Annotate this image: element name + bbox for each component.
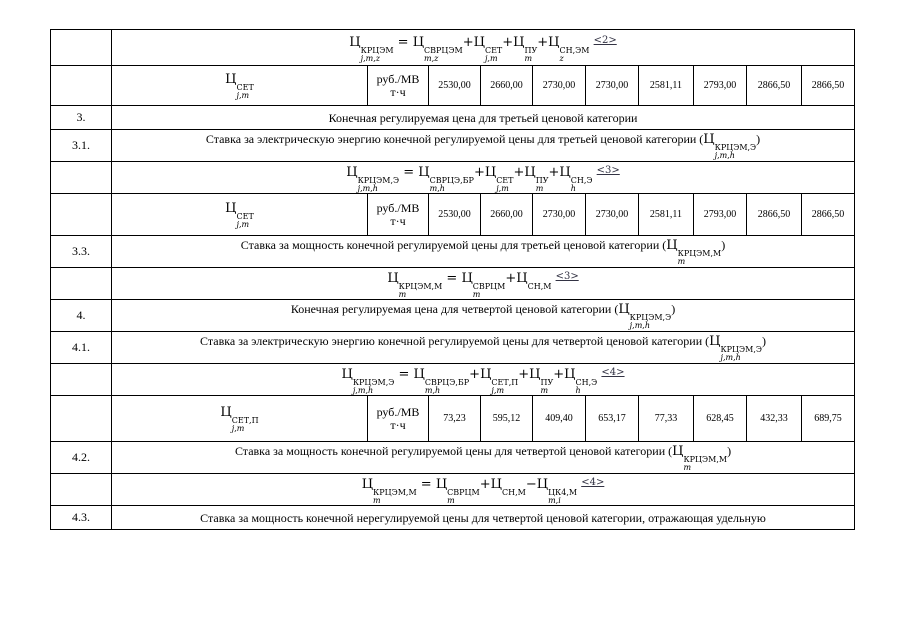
- data-symbol-cell: [112, 396, 368, 442]
- section-heading-text: Ставка за мощность конечной регулируемой цены для четвертой ценовой категории (: [234, 443, 673, 458]
- symbol-indices: [430, 177, 474, 193]
- table-row: [51, 474, 855, 506]
- symbol-subscript: m: [540, 385, 549, 395]
- section-heading-cell: [112, 236, 855, 268]
- symbol-superscript: СЕТ: [496, 175, 514, 185]
- symbol-superscript: КРЦЭМ,М: [677, 248, 722, 258]
- symbol-indices: [425, 379, 469, 395]
- row-number-cell: [51, 30, 112, 66]
- formula-term-symbol: [559, 164, 593, 193]
- formula-term-symbol: [564, 366, 598, 395]
- symbol-subscript: j,m,z: [360, 53, 381, 63]
- symbol-letter: Ц: [341, 366, 353, 382]
- symbol-superscript: СН,ЭМ: [559, 45, 590, 55]
- unit-text-line1: руб./МВ: [376, 71, 420, 86]
- formula-term-symbol: [536, 476, 578, 505]
- equals-sign: =: [442, 270, 462, 286]
- price-value-cell: 2581,11: [639, 194, 694, 236]
- symbol-letter: Ц: [703, 131, 715, 147]
- symbol-indices: [353, 379, 395, 395]
- section-heading-cell: [112, 442, 855, 474]
- symbol-subscript: j,m: [484, 53, 498, 63]
- symbol-indices: [528, 283, 552, 291]
- table-row: [51, 194, 855, 236]
- price-value-cell: 2866,50: [802, 66, 855, 106]
- section-heading-cell: [112, 506, 855, 530]
- symbol-letter: Ц: [709, 333, 721, 349]
- row-number-cell: [51, 396, 112, 442]
- unit-cell: [368, 194, 429, 236]
- section-heading-text: Конечная регулируемая цена для четвертой ценовой категории (: [290, 301, 619, 316]
- equals-sign: =: [394, 366, 414, 382]
- symbol-subscript: m: [447, 495, 455, 505]
- unit-cell: [368, 396, 429, 442]
- price-value-cell: 653,17: [586, 396, 639, 442]
- symbol-letter: Ц: [346, 164, 358, 180]
- section-heading-text: Ставка за мощность конечной нерегулируемой цены для четвертой ценовой категории, отражающая удельную: [200, 510, 766, 525]
- data-row-symbol: [225, 71, 254, 100]
- symbol-subscript: h: [570, 183, 576, 193]
- symbol-superscript: КРЦЭМ,М: [683, 454, 728, 464]
- symbol-letter: Ц: [513, 34, 525, 50]
- table-row: [51, 66, 855, 106]
- row-number-cell: [51, 162, 112, 194]
- table-row: [51, 106, 855, 130]
- symbol-indices: [473, 283, 506, 299]
- formula-lhs-symbol: [387, 270, 443, 299]
- section-heading-text: Конечная регулируемая цена для третьей ценовой категории: [328, 110, 638, 125]
- symbol-subscript: j,m: [231, 423, 245, 433]
- symbol-superscript: СН,М: [501, 487, 526, 497]
- symbol-indices: [373, 489, 417, 505]
- symbol-indices: [491, 379, 518, 395]
- symbol-letter: Ц: [618, 301, 630, 317]
- row-number-cell: 4.: [51, 300, 112, 332]
- section-heading-text: Ставка за электрическую энергию конечной регулируемой цены для третьей ценовой категории (: [205, 131, 704, 146]
- formula-term-symbol: [524, 164, 549, 193]
- symbol-indices: [576, 379, 598, 395]
- symbol-superscript: КРЦЭМ,Э: [714, 142, 757, 152]
- symbol-letter: Ц: [672, 443, 684, 459]
- symbol-subscript: m,h: [429, 183, 445, 193]
- heading-symbol: [666, 237, 722, 266]
- symbol-indices: [571, 177, 593, 193]
- formula-operator: +: [537, 34, 549, 50]
- symbol-subscript: j,m,h: [629, 320, 650, 330]
- section-heading-text-end: ): [727, 443, 732, 458]
- symbol-letter: Ц: [484, 164, 497, 180]
- heading-symbol: [709, 333, 763, 362]
- table-row: [51, 506, 855, 530]
- data-symbol-cell: [112, 194, 368, 236]
- section-heading-text-end: ): [756, 131, 761, 146]
- section-heading-text-end: ): [721, 237, 726, 252]
- symbol-indices: [485, 47, 502, 63]
- symbol-superscript: СЕТ: [236, 211, 254, 221]
- symbol-subscript: m: [524, 53, 533, 63]
- price-value-cell: 2581,11: [639, 66, 694, 106]
- symbol-indices: [232, 417, 259, 433]
- unit-cell: [368, 66, 429, 106]
- symbol-indices: [399, 283, 443, 299]
- formula-lhs-symbol: [349, 34, 394, 63]
- symbol-subscript: h: [575, 385, 581, 395]
- symbol-subscript: m: [677, 256, 686, 266]
- formula-term-symbol: [548, 34, 590, 63]
- formula-operator: +: [473, 164, 485, 180]
- symbol-letter: Ц: [413, 366, 425, 382]
- symbol-subscript: j,m,h: [357, 183, 378, 193]
- symbol-letter: Ц: [387, 270, 399, 286]
- symbol-subscript: j,m: [496, 183, 509, 193]
- symbol-subscript: j,m,h: [714, 150, 735, 160]
- row-number-cell: [51, 364, 112, 396]
- table-row: [51, 268, 855, 300]
- heading-symbol: [703, 131, 757, 160]
- formula-cell: [112, 268, 855, 300]
- symbol-letter: Ц: [349, 34, 361, 50]
- data-symbol-cell: [112, 66, 368, 106]
- symbol-letter: Ц: [548, 34, 560, 50]
- formula-term-symbol: [412, 34, 463, 63]
- symbol-subscript: m,h: [424, 385, 441, 395]
- formula-term-symbol: [413, 366, 470, 395]
- formula-term-symbol: [490, 476, 526, 497]
- price-value-cell: 689,75: [802, 396, 855, 442]
- row-number-cell: 4.3.: [51, 506, 112, 530]
- table-row: [51, 300, 855, 332]
- footnote-reference-link[interactable]: <2>: [593, 34, 617, 46]
- symbol-superscript: СЕТ: [236, 82, 254, 92]
- row-number-cell: [51, 474, 112, 506]
- symbol-indices: [361, 47, 394, 63]
- symbol-superscript: СЕТ: [484, 45, 503, 55]
- table-row: [51, 162, 855, 194]
- price-value-cell: 2660,00: [481, 194, 533, 236]
- symbol-subscript: j,m,h: [720, 352, 741, 362]
- section-heading-cell: [112, 130, 855, 162]
- symbol-indices: [715, 144, 757, 160]
- table-row: [51, 130, 855, 162]
- heading-symbol: [672, 443, 728, 472]
- formula-operator: +: [502, 34, 514, 50]
- symbol-indices: [536, 177, 549, 193]
- symbol-indices: [548, 489, 577, 505]
- price-value-cell: 2866,50: [747, 194, 802, 236]
- unit-text-line2: т·ч: [390, 417, 406, 432]
- symbol-letter: Ц: [524, 164, 536, 180]
- price-value-cell: 2530,00: [429, 194, 481, 236]
- symbol-letter: Ц: [461, 270, 473, 286]
- symbol-indices: [541, 379, 554, 395]
- formula-term-symbol: [480, 366, 519, 395]
- price-value-cell: 595,12: [481, 396, 533, 442]
- price-value-cell: 2730,00: [533, 194, 586, 236]
- price-value-cell: 2660,00: [481, 66, 533, 106]
- price-value-cell: 432,33: [747, 396, 802, 442]
- price-value-cell: 2793,00: [694, 194, 747, 236]
- symbol-superscript: СН,Э: [570, 175, 593, 185]
- formula-term-symbol: [484, 164, 514, 193]
- unit-text-line1: руб./МВ: [376, 200, 420, 215]
- formula-operator: +: [479, 476, 491, 492]
- price-value-cell: 2793,00: [694, 66, 747, 106]
- formula-cell: [112, 30, 855, 66]
- symbol-indices: [560, 47, 590, 63]
- table-row: [51, 332, 855, 364]
- table-row: [51, 236, 855, 268]
- symbol-letter: Ц: [435, 476, 448, 492]
- symbol-indices: [496, 177, 513, 193]
- formula-term-symbol: [435, 476, 480, 505]
- symbol-superscript: КРЦЭМ,Э: [352, 377, 395, 387]
- symbol-letter: Ц: [559, 164, 571, 180]
- table-row: [51, 364, 855, 396]
- symbol-superscript: СН,Э: [575, 377, 598, 387]
- price-value-cell: 2730,00: [586, 194, 639, 236]
- price-value-cell: 2866,50: [802, 194, 855, 236]
- symbol-subscript: m: [535, 183, 544, 193]
- symbol-subscript: m,i: [548, 495, 561, 505]
- symbol-subscript: m: [472, 289, 481, 299]
- table-row: [51, 442, 855, 474]
- formula-cell: [112, 364, 855, 396]
- footnote-reference-link[interactable]: <3>: [596, 164, 620, 176]
- price-value-cell: 2866,50: [747, 66, 802, 106]
- symbol-letter: Ц: [361, 476, 374, 492]
- price-value-cell: 77,33: [639, 396, 694, 442]
- symbol-superscript: КРЦЭМ: [360, 45, 394, 55]
- row-number-cell: [51, 194, 112, 236]
- row-number-cell: 4.2.: [51, 442, 112, 474]
- symbol-superscript: СВРЦЭ,БР: [429, 175, 474, 185]
- unit-text-line2: т·ч: [390, 213, 406, 228]
- symbol-indices: [630, 314, 672, 330]
- formula-operator: +: [469, 366, 481, 382]
- formula-cell: [112, 474, 855, 506]
- symbol-superscript: КРЦЭМ,М: [398, 281, 443, 291]
- symbol-letter: Ц: [536, 476, 549, 492]
- symbol-superscript: СВРЦЭ,БР: [424, 377, 470, 387]
- tariff-table: [50, 29, 855, 530]
- symbol-letter: Ц: [418, 164, 430, 180]
- formula-lhs-symbol: [341, 366, 395, 395]
- symbol-superscript: КРЦЭМ,Э: [720, 344, 763, 354]
- row-number-cell: [51, 268, 112, 300]
- symbol-letter: Ц: [473, 34, 485, 50]
- symbol-letter: Ц: [529, 366, 541, 382]
- symbol-superscript: СВРЦМ: [472, 281, 506, 291]
- price-value-cell: 2730,00: [533, 66, 586, 106]
- symbol-superscript: СЕТ,П: [491, 377, 519, 387]
- symbol-letter: Ц: [220, 404, 232, 420]
- symbol-letter: Ц: [516, 270, 528, 286]
- symbol-indices: [447, 489, 480, 505]
- symbol-superscript: КРЦЭМ,Э: [357, 175, 400, 185]
- formula-lhs-symbol: [346, 164, 400, 193]
- symbol-subscript: m: [373, 495, 381, 505]
- symbol-subscript: z: [559, 53, 564, 63]
- symbol-subscript: j,m,h: [352, 385, 374, 395]
- section-heading-text: Ставка за мощность конечной регулируемой цены для третьей ценовой категории (: [240, 237, 667, 252]
- symbol-letter: Ц: [412, 34, 425, 50]
- table-row: [51, 30, 855, 66]
- price-value-cell: 2530,00: [429, 66, 481, 106]
- symbol-indices: [358, 177, 400, 193]
- section-heading-text-end: ): [671, 301, 676, 316]
- symbol-letter: Ц: [666, 237, 678, 253]
- symbol-subscript: j,m: [491, 385, 505, 395]
- symbol-superscript: КРЦЭМ,М: [373, 487, 417, 497]
- formula-term-symbol: [529, 366, 554, 395]
- symbol-subscript: m,z: [424, 53, 439, 63]
- formula-term-symbol: [461, 270, 506, 299]
- equals-sign: =: [393, 34, 413, 50]
- formula-term-symbol: [473, 34, 503, 63]
- heading-symbol: [618, 301, 672, 330]
- symbol-superscript: СВРЦМ: [447, 487, 480, 497]
- symbol-subscript: m: [683, 462, 692, 472]
- formula-term-symbol: [513, 34, 538, 63]
- symbol-indices: [424, 47, 463, 63]
- row-number-cell: [51, 66, 112, 106]
- price-value-cell: 2730,00: [586, 66, 639, 106]
- symbol-indices: [525, 47, 538, 63]
- data-row-symbol: [225, 200, 254, 229]
- footnote-reference-link[interactable]: <3>: [555, 270, 579, 282]
- section-heading-cell: [112, 332, 855, 364]
- table-body: [51, 30, 855, 530]
- price-value-cell: 73,23: [429, 396, 481, 442]
- price-value-cell: 409,40: [533, 396, 586, 442]
- formula-operator: +: [553, 366, 565, 382]
- footnote-reference-link[interactable]: <4>: [601, 366, 625, 378]
- section-heading-cell: [112, 106, 855, 130]
- symbol-indices: [237, 84, 254, 100]
- price-value-cell: 628,45: [694, 396, 747, 442]
- symbol-superscript: ЦК4,М: [548, 487, 578, 497]
- formula-operator: +: [505, 270, 517, 286]
- symbol-subscript: m: [398, 289, 407, 299]
- symbol-indices: [678, 250, 722, 266]
- row-number-cell: 3.: [51, 106, 112, 130]
- symbol-subscript: j,m: [236, 219, 250, 229]
- footnote-reference-link[interactable]: <4>: [581, 476, 605, 488]
- equals-sign: =: [399, 164, 419, 180]
- symbol-letter: Ц: [480, 366, 492, 382]
- table-row: [51, 396, 855, 442]
- symbol-letter: Ц: [564, 366, 576, 382]
- symbol-superscript: ПУ: [524, 45, 538, 55]
- data-row-symbol: [220, 404, 259, 433]
- formula-operator: +: [513, 164, 525, 180]
- symbol-superscript: КРЦЭМ,Э: [629, 312, 672, 322]
- formula-operator: +: [518, 366, 530, 382]
- symbol-indices: [237, 213, 254, 229]
- section-heading-cell: [112, 300, 855, 332]
- symbol-letter: Ц: [490, 476, 502, 492]
- equals-sign: =: [416, 476, 436, 492]
- symbol-superscript: СЕТ,П: [231, 415, 259, 425]
- unit-text-line1: руб./МВ: [376, 404, 420, 419]
- symbol-indices: [683, 456, 727, 472]
- symbol-letter: Ц: [225, 200, 237, 216]
- unit-text-line2: т·ч: [390, 84, 406, 99]
- symbol-superscript: СН,М: [527, 281, 552, 291]
- symbol-indices: [502, 489, 526, 497]
- row-number-cell: 4.1.: [51, 332, 112, 364]
- symbol-subscript: j,m: [236, 90, 250, 100]
- row-number-cell: 3.3.: [51, 236, 112, 268]
- symbol-superscript: ПУ: [540, 377, 554, 387]
- row-number-cell: 3.1.: [51, 130, 112, 162]
- symbol-superscript: ПУ: [535, 175, 549, 185]
- formula-term-symbol: [516, 270, 552, 291]
- formula-operator: −: [525, 476, 537, 492]
- formula-operator: +: [462, 34, 474, 50]
- formula-lhs-symbol: [361, 476, 417, 505]
- symbol-letter: Ц: [225, 71, 237, 87]
- formula-operator: +: [548, 164, 560, 180]
- symbol-superscript: СВРЦЭМ: [424, 45, 463, 55]
- symbol-indices: [720, 346, 762, 362]
- formula-term-symbol: [418, 164, 474, 193]
- formula-cell: [112, 162, 855, 194]
- section-heading-text-end: ): [762, 333, 767, 348]
- section-heading-text: Ставка за электрическую энергию конечной регулируемой цены для четвертой ценовой категории (: [200, 333, 710, 348]
